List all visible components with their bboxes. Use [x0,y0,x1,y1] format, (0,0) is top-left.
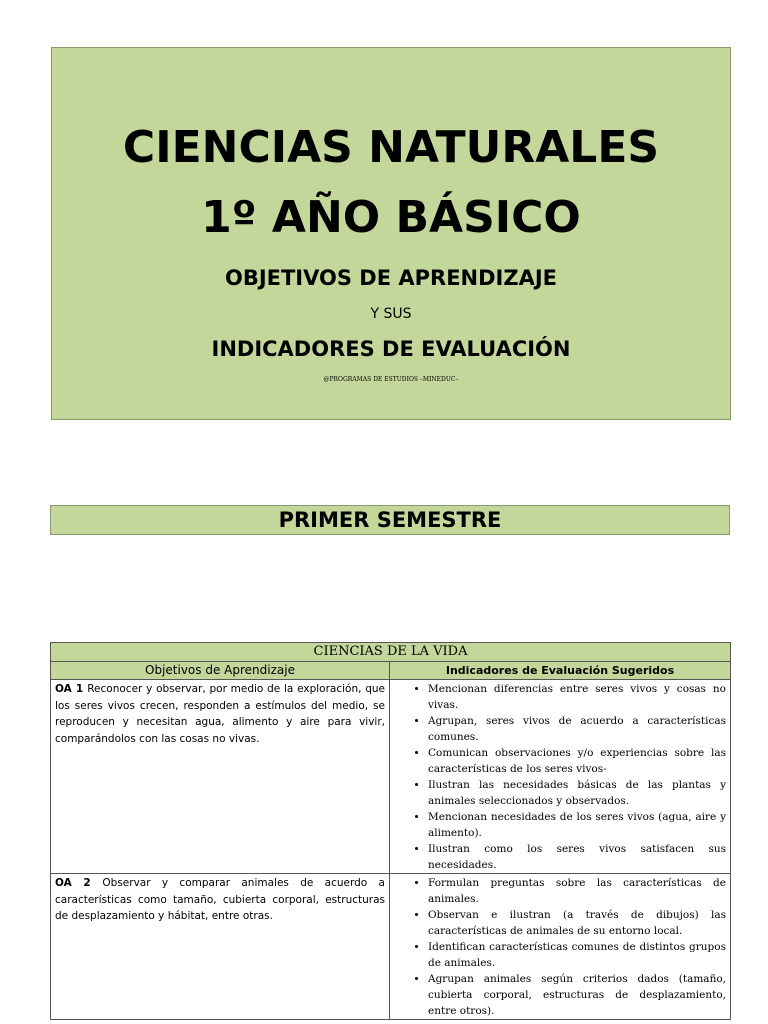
table-row [51,874,731,1020]
list-item: • Observan e ilustran (a través de dibujos) las características de animales de su entorno local. [428,907,726,939]
indicator-list [390,681,726,873]
list-item: • Mencionan necesidades de los seres vivos (agua, aire y alimento). [428,809,726,841]
list-item: • Ilustran como los seres vivos satisfacen sus necesidades. [428,841,726,873]
objective-cell [51,874,390,1020]
list-item: • Agrupan animales según criterios dados (tamaño, cubierta corporal, estructuras de desplazamiento, entre otros). [428,971,726,1019]
cover-subtitle-indicators: INDICADORES DE EVALUACIÓN [211,337,571,361]
cover-box [51,47,731,420]
indicators-cell [390,874,731,1020]
column-header-row [51,662,731,680]
objective-code: OA 2 [55,877,103,889]
list-item: • Mencionan diferencias entre seres vivos y cosas no vivas. [428,681,726,713]
objective-text: Observar y comparar animales de acuerdo a características como tamaño, cubierta corporal, estructuras de desplazamiento y hábitat, entre otras. [55,877,385,922]
list-item: • Formulan preguntas sobre las características de animales. [428,875,726,907]
table-row [51,680,731,874]
list-item: • Agrupan, seres vivos de acuerdo a características comunes. [428,713,726,745]
column-header-objectives: Objetivos de Aprendizaje [51,662,390,680]
semester-heading: PRIMER SEMESTRE [50,505,730,535]
cover-title-subject: CIENCIAS NATURALES [122,122,660,173]
list-item: • Identifican características comunes de distintos grupos de animales. [428,939,726,971]
list-item: • Comunican observaciones y/o experiencias sobre las características de los seres vivos- [428,745,726,777]
column-header-indicators: Indicadores de Evaluación Sugeridos [390,662,731,680]
area-row [51,643,731,662]
indicators-cell [390,680,731,874]
objectives-table [50,642,731,1020]
objective-code: OA 1 [55,683,88,695]
objective-text: Reconocer y observar, por medio de la exploración, que los seres vivos crecen, responden a estímulos del medio, se reproducen y necesitan agua, alimento y aire para vivir, comparándolos con las cosas no vivas. [55,683,385,745]
area-heading: CIENCIAS DE LA VIDA [51,643,731,662]
cover-source: @PROGRAMAS DE ESTUDIOS –MINEDUC– [323,376,459,383]
cover-title-grade: 1º AÑO BÁSICO [201,192,581,243]
cover-connector: Y SUS [370,306,412,322]
indicator-list [390,875,726,1019]
cover-subtitle-objectives: OBJETIVOS DE APRENDIZAJE [224,266,558,290]
objective-cell [51,680,390,874]
list-item: • Ilustran las necesidades básicas de las plantas y animales seleccionados y observados. [428,777,726,809]
